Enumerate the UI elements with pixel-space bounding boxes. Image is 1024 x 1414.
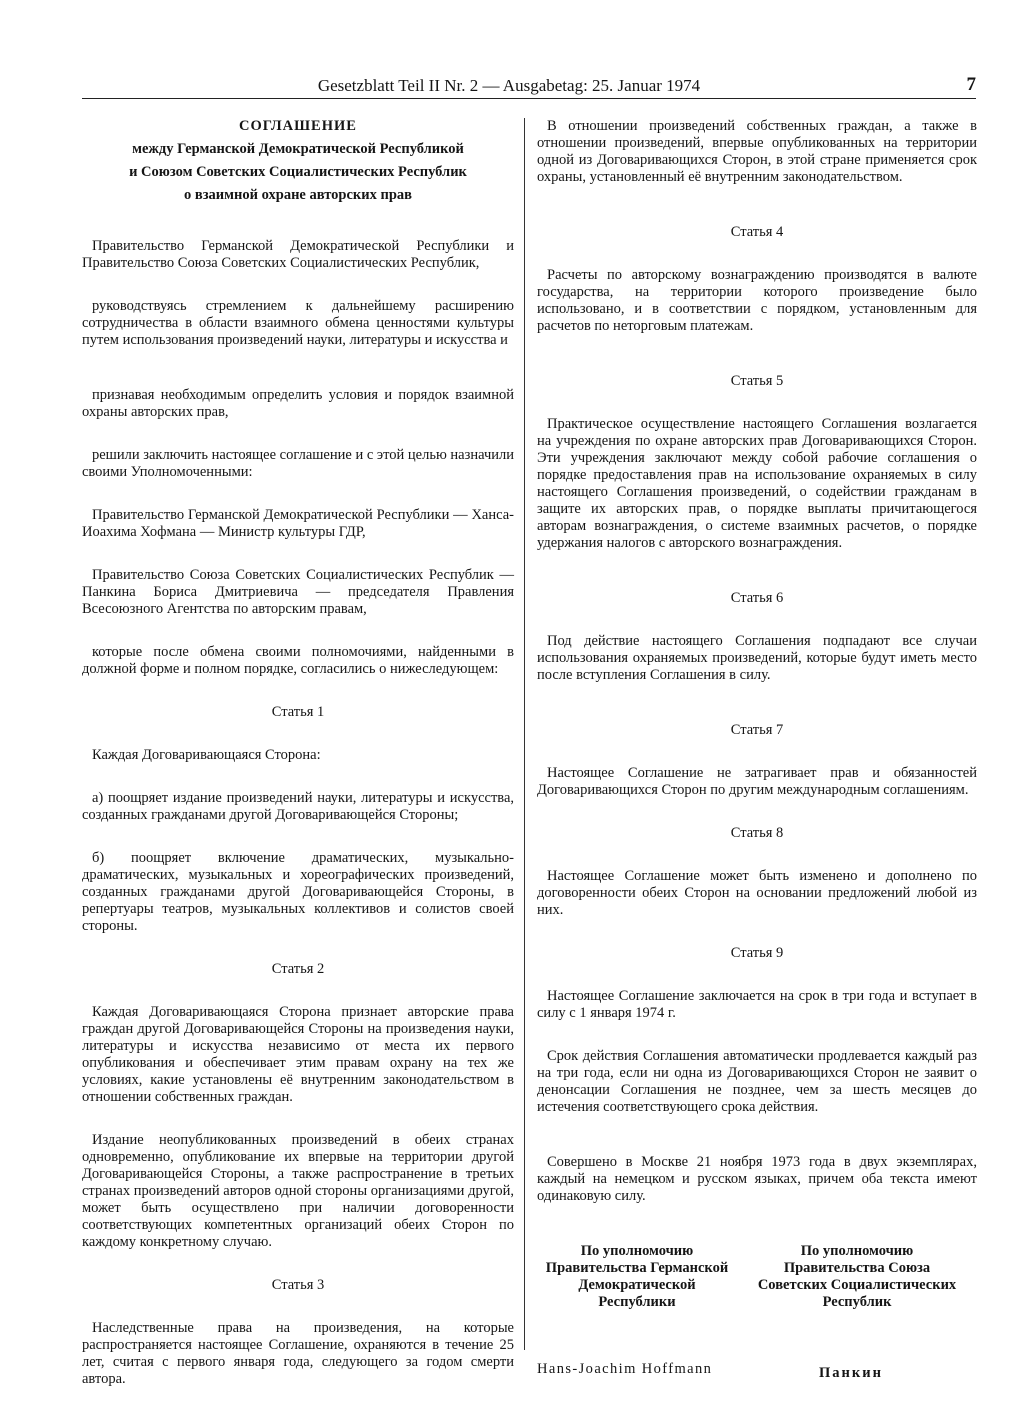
article-paragraph: Издание неопубликованных произведений в обеих странах одновременно, опубликование их впервые на территории другой Договаривающейся Стороны, а также распространение в третьих странах произведений авторов одной стороны организациями другой, может быть осуществлено при наличии договоренности соответствующих компетентных организаций обеих Сторон по каждому конкретному случаю.: [82, 1132, 514, 1250]
signatory-line: По уполномочию: [800, 1243, 914, 1259]
signature-gdr: Hans-Joachim Hoffmann: [537, 1361, 713, 1377]
preamble-paragraph: Правительство Германской Демократической Республики — Ханса-Иоахима Хофмана — Министр культуры ГДР,: [82, 507, 514, 540]
article-paragraph: Настоящее Соглашение может быть изменено и дополнено по договоренности обеих Сторон на основании предложений любой из них.: [537, 868, 977, 918]
signature-block: [537, 1243, 977, 1381]
article-heading: Статья 9: [730, 945, 784, 961]
title-line-4: о взаимной охране авторских прав: [184, 187, 412, 203]
preamble-paragraph: руководствуясь стремлением к дальнейшему расширению сотрудничества в области взаимного обмена ценностями культуры путем использования произведений науки, литературы и искусства и: [82, 298, 514, 348]
article-heading: Статья 4: [730, 224, 784, 240]
article-heading: Статья 1: [271, 704, 325, 720]
article-paragraph: б) поощряет включение драматических, музыкально-драматических, музыкальных и хореографических произведений, созданных гражданами другой Договаривающейся Стороны, в репертуары театров, музыкальных коллективов и солистов своей стороны.: [82, 850, 514, 934]
title-line-2: между Германской Демократической Республикой: [132, 141, 464, 157]
running-title: Gesetzblatt Teil II Nr. 2 — Ausgabetag: 25. Januar 1974: [317, 76, 701, 95]
article-paragraph: Срок действия Соглашения автоматически продлевается каждый раз на три года, если ни одна из Договаривающихся Сторон не заявит о денонсации Соглашения не позднее, чем за шесть месяцев до истечения соответствующего срока действия.: [537, 1048, 977, 1115]
article-paragraph: Практическое осуществление настоящего Соглашения возлагается на учреждения по охране авторских прав Договаривающихся Сторон. Эти учреждения заключают между собой рабочие соглашения о порядке предоставления прав на использование охраняемых в силу настоящего Соглашения произведений, о содействии гражданам в защите их авторских прав, о порядке выплаты причитающегося авторам вознаграждения, о системе взаимных расчетов, о порядке удержания налогов с авторского вознаграждения.: [537, 416, 977, 551]
signatory-ussr: [757, 1243, 957, 1311]
signatory-line: Республики: [598, 1294, 676, 1310]
article-paragraph: Расчеты по авторскому вознаграждению производятся в валюте государства, на территории которого произведение было использовано, и в соответствии с порядком, установленным для расчетов по неторговым платежам.: [537, 267, 977, 334]
signatory-line: Правительства Союза: [783, 1260, 931, 1276]
article-heading: Статья 2: [271, 961, 325, 977]
preamble-paragraph: которые после обмена своими полномочиями, найденными в должной форме и полном порядке, согласились о нижеследующем:: [82, 644, 514, 677]
title-line-3: и Союзом Советских Социалистических Республик: [129, 164, 467, 180]
signatory-gdr: [537, 1243, 737, 1311]
closing-paragraph: Совершено в Москве 21 ноября 1973 года в двух экземплярах, каждый на немецком и русском языках, причем оба текста имеют одинаковую силу.: [537, 1154, 977, 1204]
article-paragraph: Каждая Договаривающаяся Сторона:: [92, 747, 321, 763]
signatory-line: Демократической: [578, 1277, 696, 1293]
signatory-line: По уполномочию: [580, 1243, 694, 1259]
article-paragraph: Настоящее Соглашение заключается на срок в три года и вступает в силу с 1 января 1974 г.: [537, 988, 977, 1021]
article-paragraph: а) поощряет издание произведений науки, литературы и искусства, созданных гражданами другой Договаривающейся Стороны;: [82, 790, 514, 823]
signatory-line: Правительства Германской: [545, 1260, 729, 1276]
article-heading: Статья 3: [271, 1277, 325, 1293]
column-divider: [524, 118, 525, 1350]
signatory-line: Республик: [822, 1294, 892, 1310]
article-heading: Статья 5: [730, 373, 784, 389]
article-heading: Статья 7: [730, 722, 784, 738]
preamble-paragraph: признавая необходимым определить условия и порядок взаимной охраны авторских прав,: [82, 387, 514, 420]
article-paragraph: Под действие настоящего Соглашения подпадают все случаи использования охраняемых произведений, которые будут иметь место после вступления Соглашения в силу.: [537, 633, 977, 683]
preamble-paragraph: решили заключить настоящее соглашение и с этой целью назначили своими Уполномоченными:: [82, 447, 514, 480]
article-paragraph: В отношении произведений собственных граждан, а также в отношении произведений, впервые опубликованных на территории одной из Договаривающихся Сторон, в этой стране применяется срок охраны, установленный её внутренним законодательством.: [537, 118, 977, 185]
signatory-line: Советских Социалистических: [757, 1277, 957, 1293]
article-heading: Статья 8: [730, 825, 784, 841]
article-paragraph: Настоящее Соглашение не затрагивает прав и обязанностей Договаривающихся Сторон по другим международным соглашениям.: [537, 765, 977, 798]
left-column: [82, 118, 514, 1414]
agreement-title: [82, 118, 514, 204]
preamble-paragraph: Правительство Германской Демократической Республики и Правительство Союза Советских Социалистических Республик,: [82, 238, 514, 271]
article-paragraph: Каждая Договаривающаяся Сторона признает авторские права граждан другой Договаривающейся Стороны на произведения науки, литературы и искусства независимо от места их первого опубликования и обеспечивает этим правам охрану на тех же условиях, какие установлены её внутренним законодательством в отношении собственных граждан.: [82, 1004, 514, 1105]
article-paragraph: Наследственные права на произведения, на которые распространяется настоящее Соглашение, охраняются в течение 25 лет, считая с первого января года, следующего за годом смерти автора.: [82, 1320, 514, 1387]
signature-ussr: Панкин: [819, 1365, 883, 1381]
page-header: [82, 76, 976, 99]
title-line-1: СОГЛАШЕНИЕ: [239, 118, 357, 134]
right-column: [537, 118, 977, 1381]
preamble-paragraph: Правительство Союза Советских Социалистических Республик — Панкина Бориса Дмитриевича — председателя Правления Всесоюзного Агентства по авторским правам,: [82, 567, 514, 617]
article-heading: Статья 6: [730, 590, 784, 606]
page-number: 7: [966, 74, 976, 95]
